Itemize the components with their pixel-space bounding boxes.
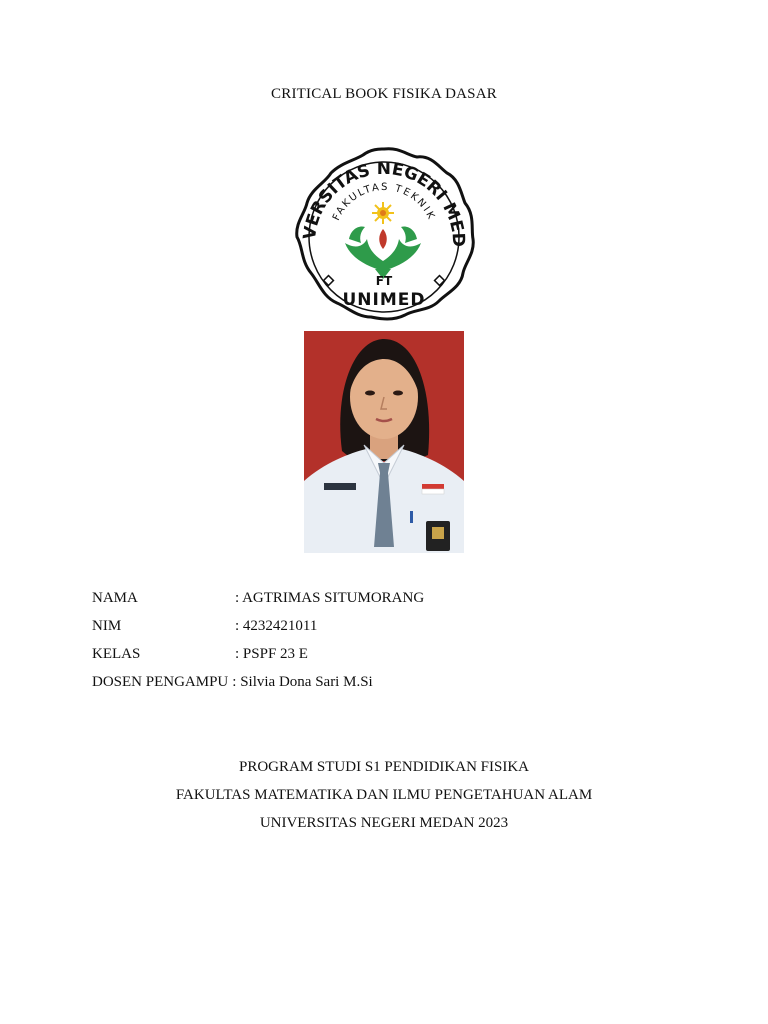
student-photo (304, 331, 464, 553)
unimed-logo (289, 143, 479, 327)
info-row-nama (92, 590, 592, 618)
logo-ring-text: VERSITAS NEGERI MED (299, 158, 469, 248)
info-label: DOSEN PENGAMPU (92, 674, 229, 690)
logo-bottom-text: UNIMED (342, 290, 426, 310)
info-label: NIM (92, 618, 122, 634)
info-value: : Silvia Dona Sari M.Si (232, 674, 373, 690)
student-portrait-icon (304, 331, 464, 553)
footer-faculty: FAKULTAS MATEMATIKA DAN ILMU PENGETAHUAN ALAM (175, 787, 593, 803)
info-label: KELAS (92, 646, 141, 662)
institution-footer (0, 757, 768, 841)
footer-program: PROGRAM STUDI S1 PENDIDIKAN FISIKA (238, 759, 530, 775)
info-row-kelas (92, 646, 592, 674)
footer-university: UNIVERSITAS NEGERI MEDAN 2023 (259, 815, 509, 831)
info-label: NAMA (92, 590, 138, 606)
page-title: CRITICAL BOOK FISIKA DASAR (271, 86, 497, 102)
logo-center-text: FT (375, 274, 393, 288)
info-row-nim (92, 618, 592, 646)
info-value: : 4232421011 (235, 618, 318, 634)
info-value: : AGTRIMAS SITUMORANG (235, 590, 425, 606)
info-value: : PSPF 23 E (235, 646, 308, 662)
unimed-seal-icon (289, 143, 479, 327)
student-info (92, 590, 592, 702)
sun-icon (372, 202, 394, 224)
logo-inner-text: FAKULTAS TEKNIK (331, 181, 437, 223)
info-row-dosen (92, 674, 592, 702)
